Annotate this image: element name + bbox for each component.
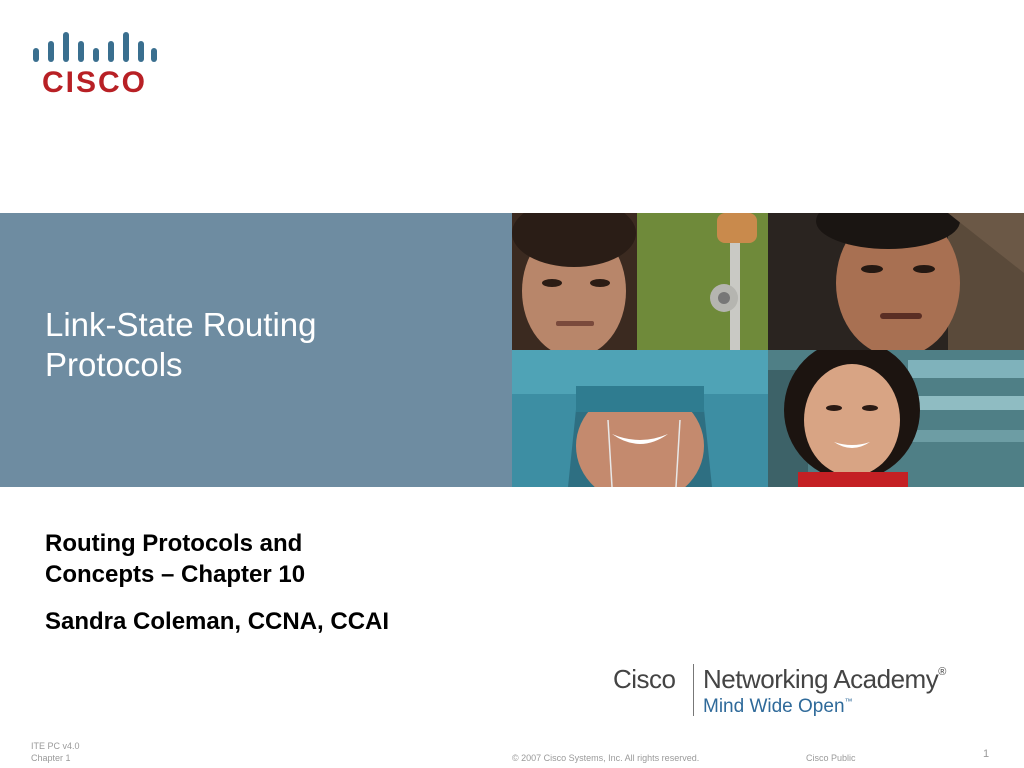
slide-title-line-2: Protocols (45, 346, 183, 383)
slide-title-line-1: Link-State Routing (45, 306, 317, 343)
academy-name (703, 664, 946, 695)
slide-subtitle (45, 528, 465, 590)
photo-portrait-bottom-right (768, 350, 1024, 487)
slide-title (45, 305, 485, 385)
photo-portrait-bottom-left (512, 350, 768, 487)
page-number: 1 (983, 748, 990, 760)
academy-brand: Cisco (613, 664, 676, 694)
networking-academy-logo (613, 660, 1003, 720)
footer-chapter: Chapter 1 (31, 753, 71, 763)
footer-copyright: © 2007 Cisco Systems, Inc. All rights reserved. (512, 753, 700, 763)
academy-tagline-text: Mind Wide Open (703, 696, 845, 717)
photo-portrait-top-left (512, 213, 768, 350)
author-name: Sandra Coleman, CCNA, CCAI (45, 608, 390, 635)
academy-name-text: Networking Academy (703, 664, 939, 694)
trademark-mark: ™ (844, 697, 853, 706)
photo-portrait-top-right (768, 213, 1024, 350)
cisco-logo (30, 30, 160, 100)
academy-divider (693, 664, 694, 716)
footer-course-info (31, 740, 80, 764)
footer-version: ITE PC v4.0 (31, 741, 80, 751)
academy-tagline (703, 696, 853, 718)
cisco-logo-text: CISCO (42, 66, 148, 99)
registered-mark: ® (938, 666, 946, 678)
slide-subtitle-line-1: Routing Protocols and (45, 530, 303, 557)
footer-classification: Cisco Public (806, 753, 856, 763)
slide-subtitle-line-2: Concepts – Chapter 10 (45, 561, 306, 588)
photo-collage (512, 213, 1024, 487)
cisco-bridge-bars-icon (30, 30, 160, 68)
